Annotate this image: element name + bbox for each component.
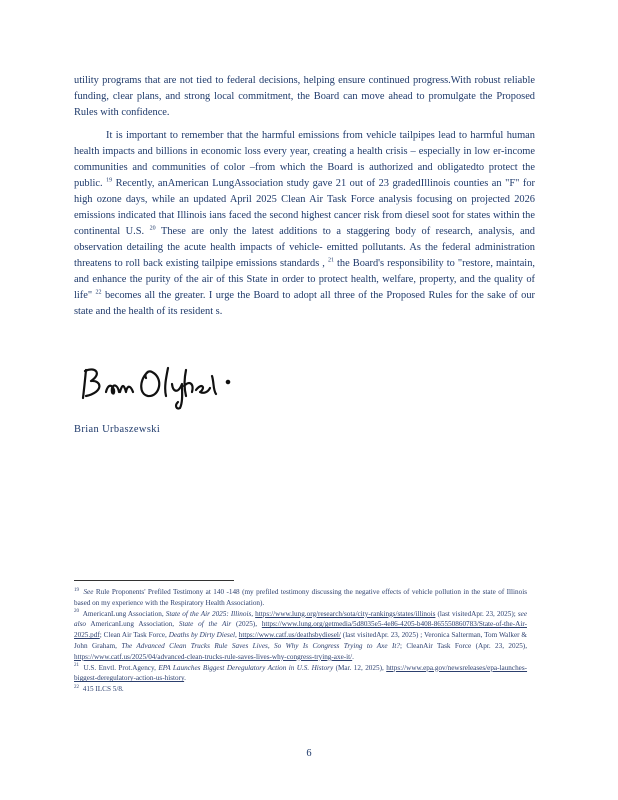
- footnote-19: [74, 587, 527, 609]
- footnote-text: .: [184, 674, 186, 683]
- footnote-text: (Mar. 12, 2025),: [335, 663, 384, 672]
- footnote-link-sota-illinois[interactable]: https://www.lung.org/research/sota/city-rankings/states/illinois: [255, 609, 436, 618]
- paragraph-1-text: utility programs that are not tied to federal decisions, helping ensure continued progress.With robust reliable funding, clear plans, and strong local commitment, the Board can move ahead to promulgate the Proposed Rules with confidence.: [74, 75, 535, 118]
- footnote-number: 22: [74, 684, 79, 690]
- footnote-link-catf-trucks[interactable]: https://www.catf.us/2025/04/advanced-clean-trucks-rule-saves-lives-why-congress-trying-axe-it/: [74, 652, 353, 661]
- footnote-link-sota-pdf[interactable]: https://www.lung.org/getmedia/5d8035e5-4e86-4205-b408-865550860783/State-of-the-Air-2025.pdf: [74, 620, 527, 640]
- footnote-ref-21[interactable]: 21: [327, 257, 334, 264]
- footnote-text: U.S. Envtl. Prot.Agency,: [83, 663, 156, 672]
- footnote-text: .: [352, 652, 354, 661]
- footnote-text: ,: [235, 631, 237, 640]
- footnote-title: State of the Air 2025: Illinois: [165, 609, 252, 618]
- signatory-name: Brian Urbaszewski: [74, 424, 161, 435]
- paragraph-2-part-d: the Board's responsibility to "restore, maintain, and enhance the purity of the air of this State in order to protect health, welfare, property, and the quality of life": [74, 258, 535, 301]
- footnote-title: State of the Air: [178, 620, 232, 629]
- footnote-text: AmericanLung Association,: [90, 620, 175, 629]
- footnote-signal: see also: [74, 609, 528, 629]
- footnote-number: 19: [74, 587, 79, 593]
- paragraph-2-part-e: becomes all the greater. I urge the Board to adopt all three of the Proposed Rules for the sake of our state and the health of its resident s.: [74, 290, 536, 317]
- footnote-text: (last visitedApr. 23, 2025) ; Veronica Salterman, Tom Walker & John Graham,: [74, 631, 528, 650]
- footnote-link-epa[interactable]: https://www.epa.gov/newsreleases/epa-launches-biggest-deregulatory-action-us-history: [74, 663, 528, 683]
- paragraph-2-part-c: These are only the latest additions to a staggering body of research, analysis, and observation detailing the acute health impacts of vehicle- emitted pollutants. As the federal administration threatens to roll back existing tailpipe emissions standards ,: [74, 226, 535, 269]
- footnotes-section: [74, 587, 527, 695]
- footnote-text: Rule Proponents' Prefiled Testimony at 140 -148 (my prefiled testimony discussing the negative effects of vehicle pollution in the state of Illinois based on my experience with the Respiratory Health Association).: [74, 588, 528, 607]
- footnote-text: (2025),: [236, 620, 257, 629]
- paragraph-2-part-b: Recently, anAmerican LungAssociation study gave 21 out of 23 gradedIllinois counties an "F" for high ozone days, while an updated April 2025 Clean Air Task Force analysis focusing on projected 2026 emissions indicated that Illinois ians faced the second highest cancer risk from diesel soot for states within the continental U.S.: [74, 178, 535, 237]
- footnote-ref-22[interactable]: 22: [95, 289, 102, 296]
- handwritten-signature: [78, 362, 238, 412]
- paragraph-continued: [74, 73, 535, 121]
- footnote-20: $^{20}$ AmericanLung Association, State of the Air 2025: Illinois, https://www.lung.org/research/sota/city-rankings/states/illinois (last visitedApr. 23, 2025); see also AmericanLung Association, State of the Air (2025), https://www.lung.org/getmedia/5d8035e5-4e86-4205-b408-865550860783/State-of-the-Air-2025.pdf; Clean Air Task Force, Deaths by Dirty Diesel, https://www.catf.us/deathsbydiesel/ (last visitedApr. 23, 2025) ; Veronica Salterman, Tom Walker & John Graham, The Advanced Clean Trucks Rule Saves Lives, So Why Is Congress Trying to Axe It?; CleanAir Task Force (Apr. 23, 2025), https://www.catf.us/2025/04/advanced-clean-trucks-rule-saves-lives-why-congress-trying-axe-it/.: [74, 609, 528, 661]
- footnote-link-catf-diesel[interactable]: https://www.catf.us/deathsbydiesel/: [238, 631, 341, 640]
- footnote-text: (last visitedApr. 23, 2025);: [437, 609, 516, 618]
- footnote-ref-19[interactable]: 19: [106, 177, 113, 184]
- footnote-22: [74, 684, 527, 695]
- footnote-signal: See: [83, 588, 94, 596]
- footnote-divider: [74, 580, 234, 581]
- footnote-number: 21: [74, 663, 79, 669]
- footnote-text: ; CleanAir Task Force (Apr. 23, 2025),: [399, 641, 527, 650]
- footnote-title: The Advanced Clean Trucks Rule Saves Lives, So Why Is Congress Trying to Axe It?: [121, 641, 400, 650]
- page-number: 6: [306, 748, 312, 759]
- footnote-text: AmericanLung Association,: [82, 609, 164, 618]
- footnote-title: EPA Launches Biggest Deregulatory Action in U.S. History: [158, 663, 334, 672]
- footnote-ref-20[interactable]: 20: [149, 225, 156, 232]
- footnote-title: Deaths by Dirty Diesel: [168, 631, 236, 640]
- footnote-text: 415 ILCS 5/8.: [82, 685, 124, 694]
- paragraph-health-impacts: [74, 128, 535, 320]
- footnote-21: [74, 663, 527, 685]
- footnote-number: 20: [74, 609, 79, 615]
- footnote-text: ; Clean Air Task Force,: [99, 631, 167, 640]
- paragraph-2-part-a: It is important to remember that the harmful emissions from vehicle tailpipes lead to harmful human health impacts and billions in economic loss every year, creating a health crisis – especially in low er-income communities and communities of color –from which the Board is authorized and obligatedto protect the public.: [74, 130, 535, 189]
- signature-icon: [78, 362, 238, 412]
